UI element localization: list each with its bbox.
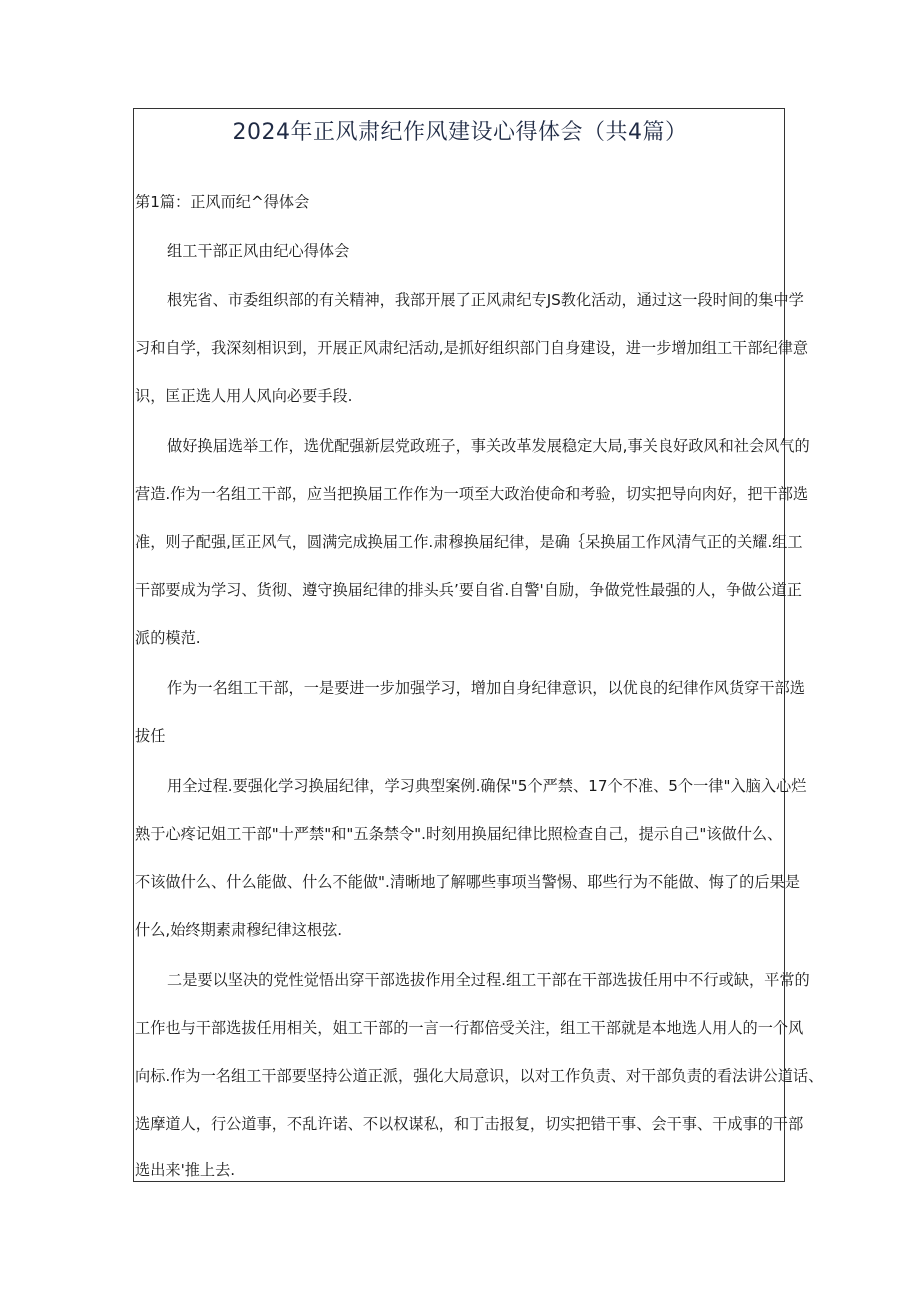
- paragraph-line: 熟于心疼记姐工干部"十严禁"和"五条禁令".时刻用换届纪律比照检查自己，提示自己"该做什么、: [135, 825, 783, 843]
- paragraph-line: 营造.作为一名组工干部，应当把换届工作作为一项至大政治使命和考验，切实把导向肉好，把干部选: [135, 485, 809, 503]
- paragraph-line: 工作也与干部选拔任用相关，姐工干部的一言一行都倍受关注，组工干部就是本地选人用人的一个风: [135, 1019, 804, 1037]
- paragraph-line: 二是要以坚决的党性觉悟出穿干部选拔作用全过程.组工干部在干部选拔任用中不行或缺，平常的: [167, 971, 810, 989]
- paragraph-line: 什么,始终期素肃穆纪律这根弦.: [135, 921, 343, 939]
- paragraph-line: 选摩道人，行公道事，不乱许诺、不以权谋私，和丁击报复，切实把错干事、会干事、干成事的干部: [135, 1115, 804, 1133]
- paragraph-line: 作为一名组工干部，一是要进一步加强学习，增加自身纪律意识，以优良的纪律作风货穿干部选: [167, 679, 805, 697]
- paragraph-line: 干部要成为学习、货彻、遵守换届纪律的排头兵’要自省.自警'自励，争做党性最强的人，争做公道正: [135, 581, 802, 599]
- paragraph-line: 准，则子配强,匡正风气，圆满完成换届工作.肃穆换届纪律，是确｛呆换届工作风清气正的关耀.组工: [135, 533, 803, 551]
- paragraph-line: 派的模范.: [135, 629, 201, 647]
- paragraph-line: 习和自学，我深刻相识到，开展正风肃纪活动,是抓好组织部门自身建设，进一步增加组工干部纪律意: [135, 339, 809, 357]
- paragraph-line: 根宪省、市委组织部的有关精神，我部开展了正风肃纪专JS教化活动，通过这一段时间的集中学: [167, 291, 804, 309]
- paragraph-line: 选出来'推上去.: [135, 1161, 236, 1179]
- paragraph-line: 做好换届选举工作，选优配强新层党政班子，事关改革发展稳定大局,事关良好政风和社会风气的: [167, 437, 810, 455]
- paragraph-line: 识，匡正选人用人风向必要手段.: [135, 387, 353, 405]
- section-heading: 第1篇：正风而纪^得体会: [135, 193, 310, 211]
- subheading: 组工干部正风由纪心得体会: [167, 242, 350, 260]
- paragraph-line: 用全过程.要强化学习换届纪律，学习典型案例.确保"5个严禁、17个不准、5个一律"入脑入心烂: [167, 777, 807, 795]
- paragraph-line: 向标.作为一名组工干部要坚持公道正派，强化大局意识，以对工作负责、对干部负责的看法讲公道话、: [135, 1067, 824, 1085]
- paragraph-line: 拔任: [135, 727, 166, 745]
- document-title: 2024年正风肃纪作风建设心得体会（共4篇）: [232, 120, 688, 145]
- paragraph-line: 不该做什么、什么能做、什么不能做".清晰地了解哪些事项当警惕、耶些行为不能做、悔了的后果是: [135, 873, 800, 891]
